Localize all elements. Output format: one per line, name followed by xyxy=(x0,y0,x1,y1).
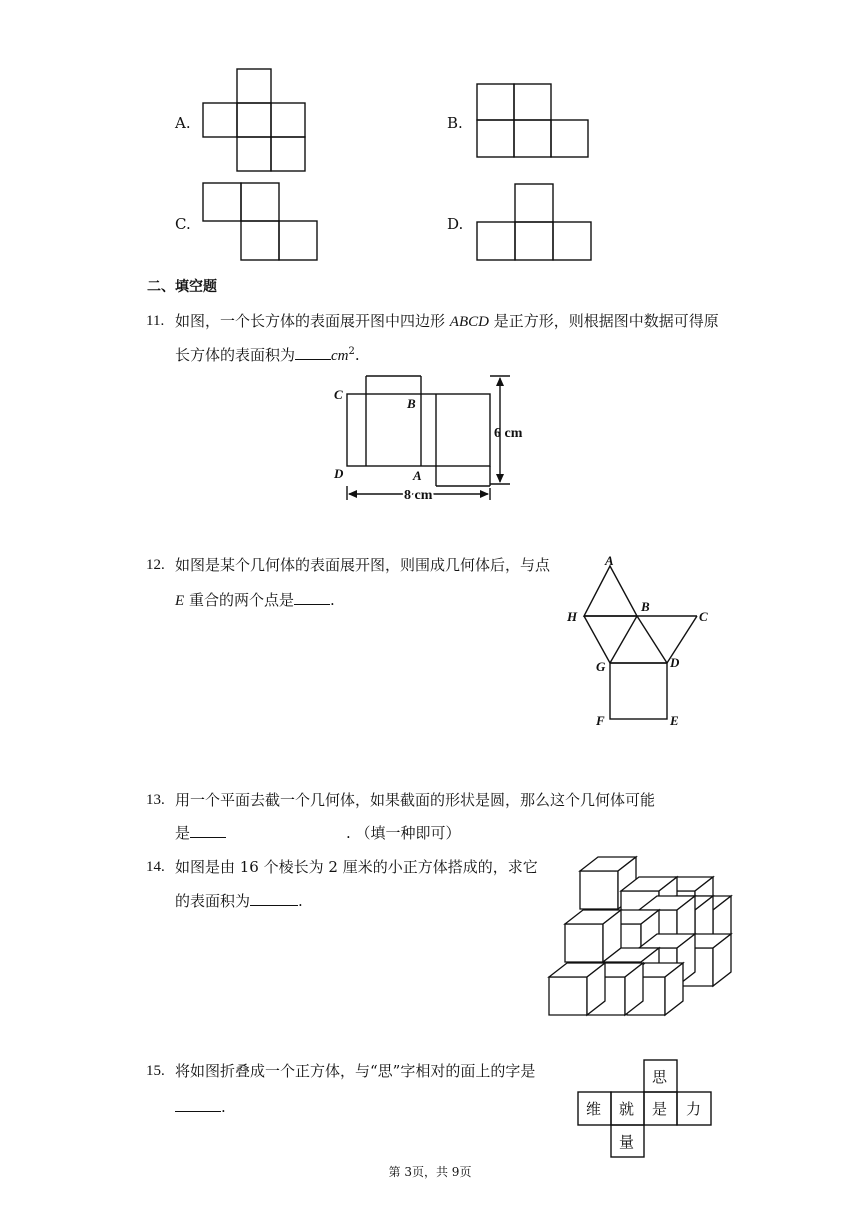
q12-label-b: B xyxy=(641,599,650,614)
q14-text-line2: 的表面积为 . xyxy=(175,892,303,910)
net-face-jiu: 就 xyxy=(619,1100,635,1118)
option-c-label: C. xyxy=(175,215,191,233)
q12-text-line2: E 重合的两个点是 . xyxy=(175,591,335,609)
option-b-label: B. xyxy=(447,114,463,132)
q13-text-line2: 是 . （填一种即可） xyxy=(175,824,461,842)
q12-label-d: D xyxy=(670,655,680,670)
q12-label-h: H xyxy=(567,609,578,624)
q11-label-b: B xyxy=(407,396,416,411)
q11-label-c: C xyxy=(334,387,343,402)
net-face-liang: 量 xyxy=(619,1133,635,1151)
q12-number: 12. xyxy=(146,557,165,573)
q11-number: 11. xyxy=(146,313,165,329)
page-footer: 第 3页，共 9页 xyxy=(388,1165,472,1179)
option-d-label: D. xyxy=(447,215,464,233)
net-face-shi: 是 xyxy=(652,1100,668,1118)
q15-text-line1: 将如图折叠成一个正方体，与“思”字相对的面上的字是 xyxy=(175,1062,536,1080)
q15-number: 15. xyxy=(146,1063,165,1079)
net-face-wei: 维 xyxy=(586,1100,602,1118)
q11-text-line2: 长方体的表面积为 $cm^2$. xyxy=(175,346,360,364)
q11-width-label: 8 cm xyxy=(404,488,433,503)
q12-label-c: C xyxy=(699,609,708,624)
q11-text-line1: 如图，一个长方体的表面展开图中四边形 ABCD 是正方形，则根据图中数据可得原 xyxy=(175,312,719,330)
section-title: 二、填空题 xyxy=(147,279,217,295)
q14-text-line1: 如图是由 16 个棱长为 2 厘米的小正方体搭成的，求它 xyxy=(175,858,538,876)
option-a-label: A. xyxy=(175,114,191,132)
q11-label-d: D xyxy=(334,466,344,481)
q11-height-label: 6 cm xyxy=(494,426,523,441)
q12-label-f: F xyxy=(596,713,605,728)
q13-text-line1: 用一个平面去截一个几何体，如果截面的形状是圆，那么这个几何体可能 xyxy=(175,791,656,809)
q12-label-a: A xyxy=(605,553,614,568)
net-face-si: 思 xyxy=(652,1068,668,1086)
q15-text-line2: . xyxy=(175,1097,226,1117)
q13-number: 13. xyxy=(146,792,165,808)
q11-label-a: A xyxy=(413,468,422,483)
net-face-li: 力 xyxy=(686,1100,702,1118)
q12-text-line1: 如图是某个几何体的表面展开图，则围成几何体后，与点 xyxy=(175,556,551,574)
q14-number: 14. xyxy=(146,859,165,875)
q12-label-e: E xyxy=(670,713,679,728)
q12-label-g: G xyxy=(596,659,606,674)
